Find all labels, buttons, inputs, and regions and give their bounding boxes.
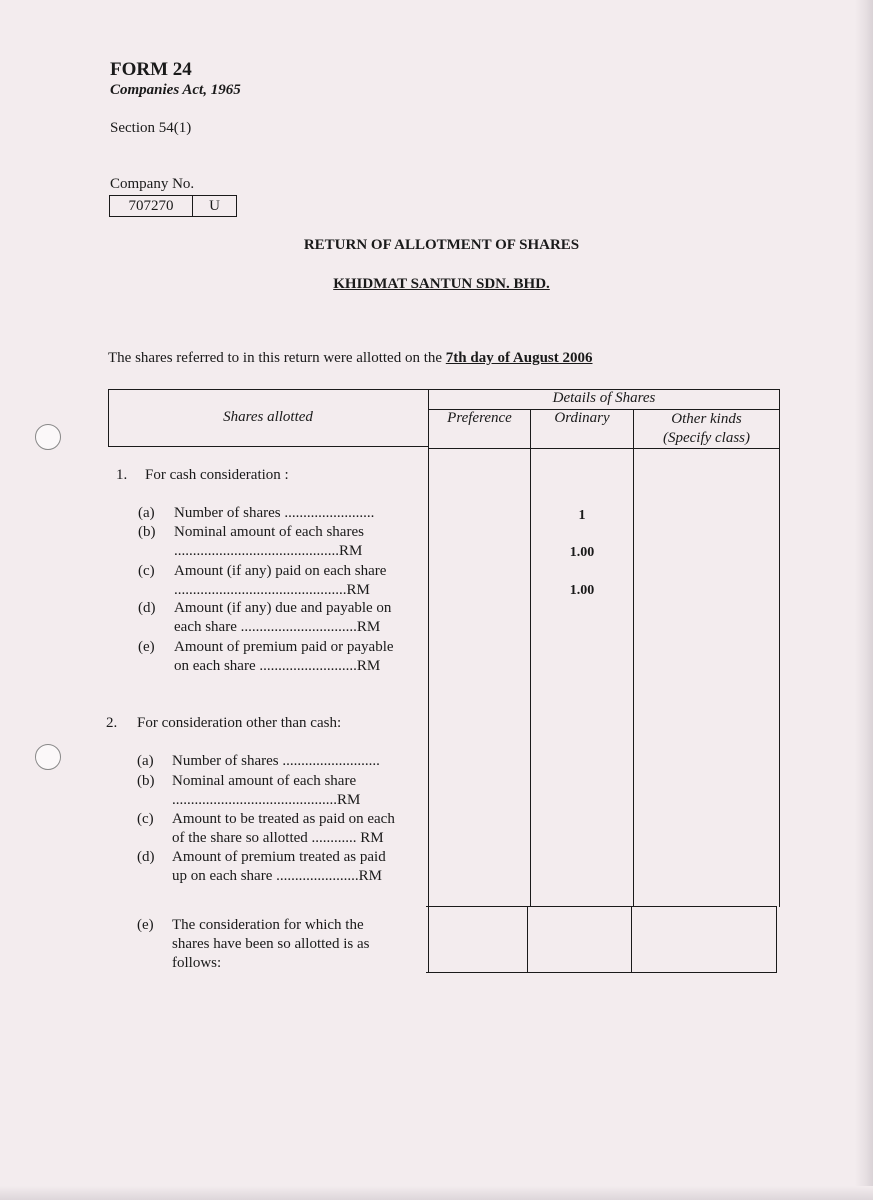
- company-no-box: [109, 195, 237, 217]
- consideration-col-3: [776, 906, 777, 973]
- s2-c-line2: of the share so allotted ............ RM: [172, 830, 384, 846]
- col-line-1: [428, 389, 429, 973]
- section-ref: Section 54(1): [110, 120, 192, 136]
- s2-e-line2: shares have been so allotted is as: [172, 936, 370, 952]
- s1-b-line1: Nominal amount of each shares: [174, 524, 364, 540]
- ordinary-header: Ordinary: [554, 410, 610, 426]
- consideration-box-top: [426, 906, 777, 907]
- s1-a-text: Number of shares ........................: [174, 505, 375, 521]
- section1-label: For cash consideration :: [145, 467, 289, 483]
- act-name: Companies Act, 1965: [110, 82, 241, 98]
- company-name: KHIDMAT SANTUN SDN. BHD.: [333, 276, 550, 292]
- consideration-box-bottom: [426, 972, 777, 973]
- s2-a-key: (a): [137, 753, 154, 769]
- s1-e-key: (e): [138, 639, 155, 655]
- s2-d-line2: up on each share ......................RM: [172, 868, 382, 884]
- section2-number: 2.: [106, 715, 118, 731]
- s2-b-line1: Nominal amount of each share: [172, 773, 357, 789]
- s2-a-text: Number of shares ..........................: [172, 753, 380, 769]
- s1-c-line1: Amount (if any) paid on each share: [174, 563, 387, 579]
- s2-b-line2: ............................................RM: [172, 792, 361, 808]
- section1-number: 1.: [116, 467, 128, 483]
- other-kinds-header: Other kinds: [671, 411, 742, 427]
- s1-d-line1: Amount (if any) due and payable on: [174, 600, 392, 616]
- punch-hole-top: [35, 424, 61, 450]
- s1-e-line2: on each share ..........................RM: [174, 658, 381, 674]
- s1-c-key: (c): [138, 563, 155, 579]
- ordinary-number-of-shares: 1: [578, 508, 586, 523]
- s1-d-key: (d): [138, 600, 156, 616]
- s1-b-line2: ............................................RM: [174, 543, 363, 559]
- col-line-2: [530, 409, 531, 907]
- details-of-shares-header: Details of Shares: [552, 390, 656, 406]
- s2-e-line1: The consideration for which the: [172, 917, 364, 933]
- s1-b-key: (b): [138, 524, 156, 540]
- section2-label: For consideration other than cash:: [137, 715, 342, 731]
- allotment-statement: [108, 350, 593, 367]
- consideration-col-2: [631, 906, 632, 973]
- company-no-label: Company No.: [110, 176, 195, 192]
- s2-c-line1: Amount to be treated as paid on each: [172, 811, 395, 827]
- s2-e-key: (e): [137, 917, 154, 933]
- specify-class-header: (Specify class): [662, 430, 751, 446]
- s2-d-key: (d): [137, 849, 155, 865]
- table-right-border: [779, 389, 780, 907]
- s2-e-line3: follows:: [172, 955, 222, 971]
- ordinary-amount-paid: 1.00: [569, 583, 595, 598]
- paper-edge-right: [855, 0, 873, 1200]
- s1-e-line1: Amount of premium paid or payable: [174, 639, 394, 655]
- s1-a-key: (a): [138, 505, 155, 521]
- preference-header: Preference: [447, 410, 512, 426]
- return-title: RETURN OF ALLOTMENT OF SHARES: [303, 237, 580, 253]
- paper-edge-bottom: [0, 1186, 873, 1200]
- allotment-text: The shares referred to in this return were allotted on the: [108, 350, 446, 366]
- allotment-date: 7th day of August 2006: [445, 350, 593, 366]
- col-line-3: [633, 409, 634, 907]
- consideration-col-1: [527, 906, 528, 973]
- company-no-suffix: U: [209, 198, 220, 214]
- punch-hole-bottom: [35, 744, 61, 770]
- s1-d-line2: each share ...............................RM: [174, 619, 381, 635]
- shares-allotted-header: Shares allotted: [223, 409, 313, 425]
- form-title: FORM 24: [110, 59, 192, 80]
- s2-d-line1: Amount of premium treated as paid: [172, 849, 386, 865]
- s1-c-line2: ..............................................RM: [174, 582, 370, 598]
- company-no-value: 707270: [110, 196, 193, 216]
- header-bottom-right: [429, 448, 780, 449]
- s2-c-key: (c): [137, 811, 154, 827]
- header-bottom-left: [108, 446, 429, 447]
- s2-b-key: (b): [137, 773, 155, 789]
- ordinary-nominal-amount: 1.00: [569, 545, 595, 560]
